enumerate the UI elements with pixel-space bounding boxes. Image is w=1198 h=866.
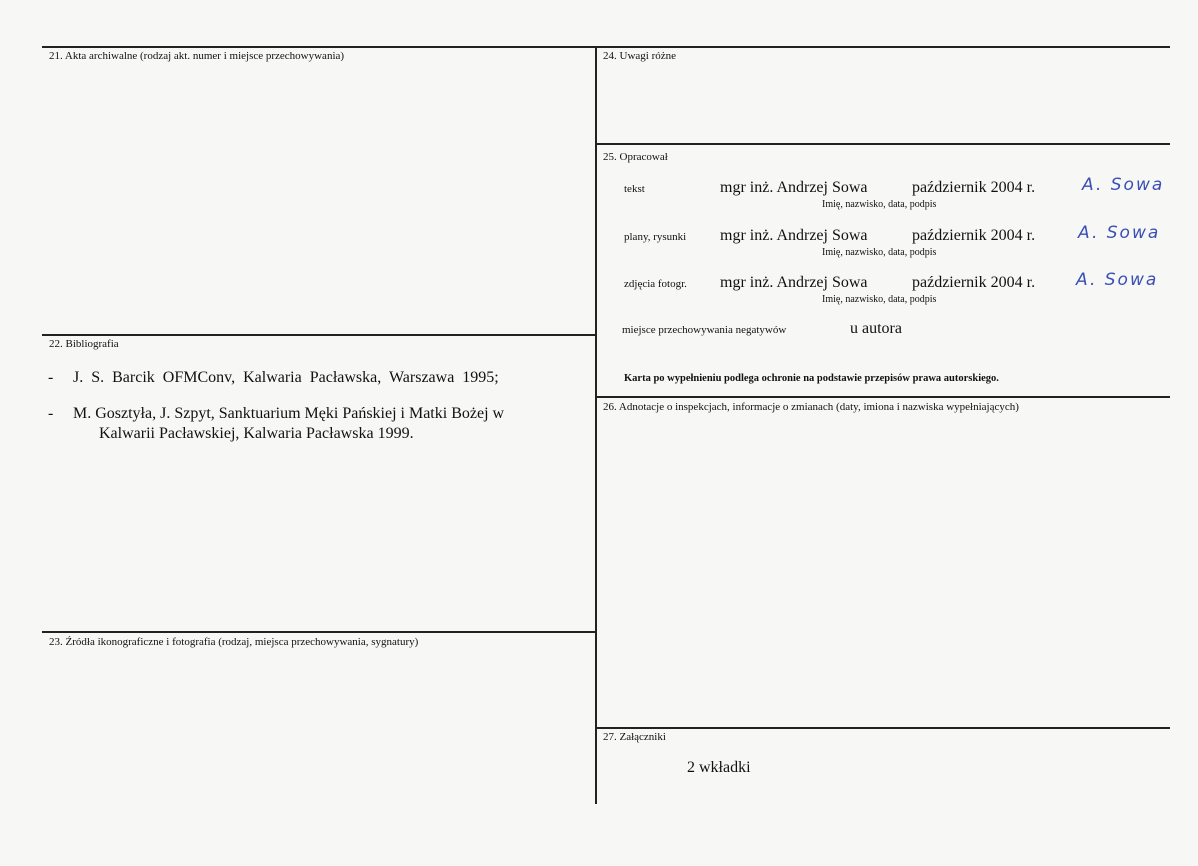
row-label-tekst: tekst <box>624 183 645 195</box>
rule-25 <box>596 143 1170 145</box>
row-date-plany: październik 2004 r. <box>912 227 1036 244</box>
signature-tekst: A. Sowa <box>1082 175 1165 195</box>
row-caption-zdjecia: Imię, nazwisko, data, podpis <box>822 294 937 305</box>
row-name-tekst: mgr inż. Andrzej Sowa <box>720 179 868 196</box>
row-date-tekst: październik 2004 r. <box>912 179 1036 196</box>
section-21-label: 21. Akta archiwalne (rodzaj akt. numer i miejsce przechowywania) <box>49 50 345 62</box>
bib-dash-1: - <box>48 369 54 386</box>
bib-item-2-line-2: Kalwarii Pacławskiej, Kalwaria Pacławska 1999. <box>99 425 414 442</box>
row-label-zdjecia: zdjęcia fotogr. <box>624 278 687 290</box>
rule-27 <box>596 727 1170 729</box>
row-date-zdjecia: październik 2004 r. <box>912 274 1036 291</box>
attachments-value: 2 wkładki <box>687 759 751 776</box>
negatives-label: miejsce przechowywania negatywów <box>622 324 787 336</box>
row-name-plany: mgr inż. Andrzej Sowa <box>720 227 868 244</box>
section-27-label: 27. Załączniki <box>603 731 666 743</box>
signature-zdjecia: A. Sowa <box>1076 270 1159 290</box>
row-label-plany: plany, rysunki <box>624 231 687 243</box>
rule-22 <box>42 334 596 336</box>
negatives-value: u autora <box>850 320 902 337</box>
row-caption-plany: Imię, nazwisko, data, podpis <box>822 247 937 258</box>
section-25-label: 25. Opracował <box>603 151 668 163</box>
signature-plany: A. Sowa <box>1078 223 1161 243</box>
top-rule <box>42 46 1170 48</box>
section-23-label: 23. Źródła ikonograficzne i fotografia (rodzaj, miejsca przechowywania, sygnatury) <box>49 636 419 648</box>
section-24-label: 24. Uwagi różne <box>603 50 677 62</box>
rule-26 <box>596 396 1170 398</box>
row-name-zdjecia: mgr inż. Andrzej Sowa <box>720 274 868 291</box>
row-caption-tekst: Imię, nazwisko, data, podpis <box>822 199 937 210</box>
bib-item-2-line-1: M. Gosztyła, J. Szpyt, Sanktuarium Męki Pańskiej i Matki Bożej w <box>73 405 505 422</box>
copyright-note: Karta po wypełnieniu podlega ochronie na podstawie przepisów prawa autorskiego. <box>624 373 999 384</box>
section-22-label: 22. Bibliografia <box>49 338 119 350</box>
section-26-label: 26. Adnotacje o inspekcjach, informacje o zmianach (daty, imiona i nazwiska wypełniających) <box>603 401 1019 413</box>
bib-dash-2: - <box>48 405 54 422</box>
rule-23 <box>42 631 596 633</box>
center-divider <box>595 46 597 804</box>
bib-item-1: J. S. Barcik OFMConv, Kalwaria Pacławska, Warszawa 1995; <box>73 369 499 386</box>
